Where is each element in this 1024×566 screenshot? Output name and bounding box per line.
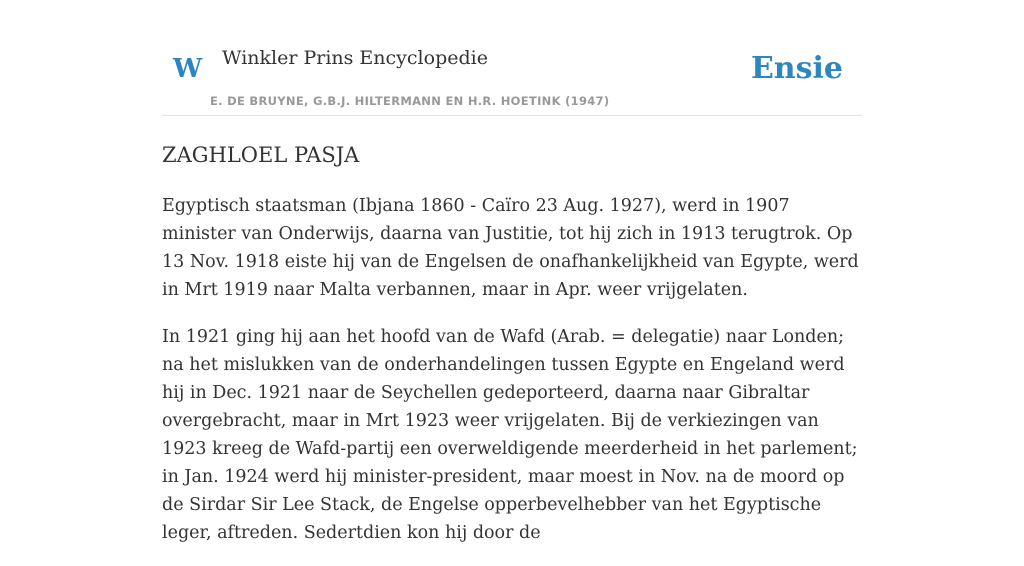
- publication-authors: E. DE BRUYNE, G.B.J. HILTERMANN EN H.R. HOETINK (1947): [210, 94, 610, 108]
- article-body: [162, 192, 862, 566]
- article-paragraph: Egyptisch staatsman (Ibjana 1860 - Caïro 23 Aug. 1927), werd in 1907 minister van Onderwijs, daarna van Justitie, tot hij zich in 1913 terugtrok. Op 13 Nov. 1918 eiste hij van de Engelsen de onafhankelijkheid van Egypte, werd in Mrt 1919 naar Malta verbannen, maar in Apr. weer vrijgelaten.: [162, 196, 859, 300]
- publication-logo-icon[interactable]: W: [173, 54, 203, 84]
- article-paragraph: In 1921 ging hij aan het hoofd van de Wafd (Arab. = delegatie) naar Londen; na het mislukken van de onderhandelingen tussen Egypte en Engeland werd hij in Dec. 1921 naar de Seychellen gedeporteerd, daarna naar Gibraltar overgebracht, maar in Mrt 1923 weer vrijgelaten. Bij de verkiezingen van 1923 kreeg de Wafd-partij een overweldigende meerderheid in het parlement; in Jan. 1924 werd hij minister-president, maar moest in Nov. na de moord op de Sirdar Sir Lee Stack, de Engelse opperbevelhebber van het Egyptische leger, aftreden. Sedertdien kon hij door de: [162, 327, 858, 543]
- article-title: ZAGHLOEL PASJA: [162, 143, 360, 167]
- page-header: [162, 0, 862, 116]
- brand-logo-link[interactable]: Ensie: [750, 51, 843, 86]
- publication-title[interactable]: Winkler Prins Encyclopedie: [222, 47, 488, 69]
